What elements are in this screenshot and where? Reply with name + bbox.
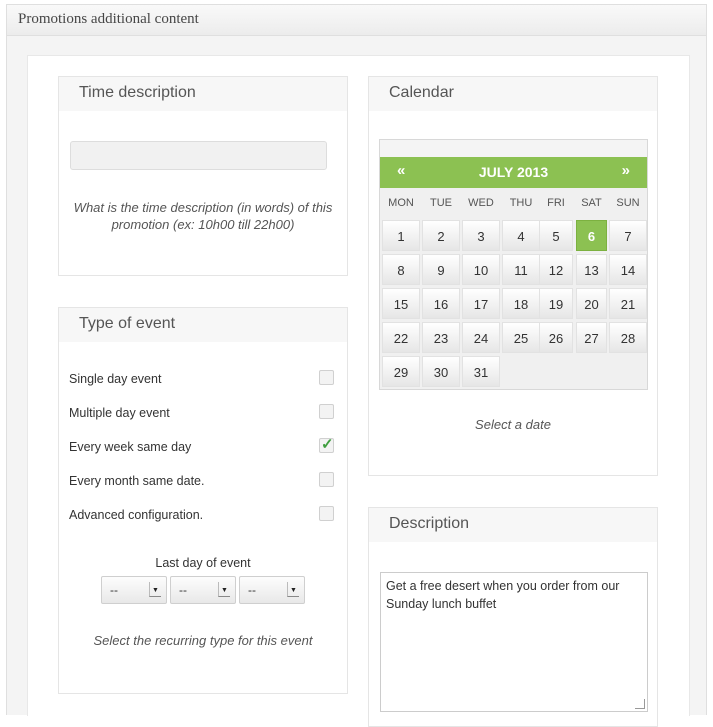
datepicker-month-bar — [380, 157, 647, 188]
datepicker-header-strip — [380, 140, 647, 158]
calendar-day[interactable]: 29 — [382, 356, 420, 387]
checkmark-icon: ✓ — [321, 436, 334, 453]
description-panel — [368, 507, 658, 727]
weekday-label: MON — [388, 197, 414, 209]
calendar-panel — [368, 76, 658, 476]
month-select[interactable]: -- ▼ — [170, 576, 236, 604]
calendar-day[interactable]: 1 — [382, 220, 420, 251]
time-description-input[interactable] — [70, 141, 327, 170]
datepicker — [379, 139, 648, 390]
calendar-day[interactable]: 10 — [462, 254, 500, 285]
event-type-option[interactable] — [69, 404, 337, 424]
time-description-panel — [58, 76, 348, 276]
resize-handle-icon[interactable] — [635, 699, 645, 709]
metabox-content — [27, 55, 690, 716]
description-title: Description — [369, 508, 657, 542]
calendar-day[interactable]: 24 — [462, 322, 500, 353]
event-type-label: Advanced configuration. — [69, 508, 204, 522]
calendar-day[interactable]: 28 — [609, 322, 647, 353]
weekday-label: SAT — [581, 197, 602, 209]
event-type-label: Single day event — [69, 372, 162, 386]
event-type-checkbox[interactable] — [319, 438, 334, 453]
event-type-option[interactable] — [69, 506, 337, 526]
event-type-checkbox[interactable] — [319, 472, 334, 487]
calendar-day[interactable]: 9 — [422, 254, 460, 285]
weekday-label: FRI — [547, 197, 565, 209]
calendar-day[interactable]: 3 — [462, 220, 500, 251]
description-text: Get a free desert when you order from our Sunday lunch buffet — [386, 579, 620, 611]
type-of-event-panel — [58, 307, 348, 694]
event-type-checkbox[interactable] — [319, 370, 334, 385]
calendar-day[interactable]: 19 — [539, 288, 573, 319]
weekday-label: WED — [468, 197, 494, 209]
calendar-day[interactable]: 14 — [609, 254, 647, 285]
calendar-day[interactable]: 20 — [576, 288, 607, 319]
calendar-day[interactable]: 5 — [539, 220, 573, 251]
event-type-label: Every month same date. — [69, 474, 205, 488]
event-type-checkbox[interactable] — [319, 404, 334, 419]
promotions-metabox — [6, 4, 707, 715]
datepicker-month-label: JULY 2013 — [478, 164, 549, 180]
type-of-event-title: Type of event — [59, 308, 347, 342]
event-type-option[interactable] — [69, 472, 337, 492]
calendar-day[interactable]: 8 — [382, 254, 420, 285]
event-type-option[interactable] — [69, 370, 337, 390]
weekday-label: TUE — [430, 197, 452, 209]
calendar-day[interactable]: 7 — [609, 220, 647, 251]
chevron-down-icon: ▼ — [287, 582, 299, 597]
calendar-day[interactable]: 27 — [576, 322, 607, 353]
calendar-day[interactable]: 4 — [502, 220, 540, 251]
event-type-checkbox[interactable] — [319, 506, 334, 521]
weekday-label: THU — [509, 197, 533, 209]
calendar-day[interactable]: 31 — [462, 356, 500, 387]
time-description-help: What is the time description (in words) of this promotion (ex: 10h00 till 22h00) — [73, 200, 333, 232]
calendar-day[interactable]: 6 — [576, 220, 607, 251]
calendar-help: Select a date — [475, 417, 551, 432]
event-type-label: Multiple day event — [69, 406, 170, 420]
last-day-label: Last day of event — [155, 556, 251, 570]
calendar-title: Calendar — [369, 77, 657, 111]
calendar-day[interactable]: 26 — [539, 322, 573, 353]
next-month-button[interactable]: » — [621, 162, 630, 179]
day-select[interactable]: -- ▼ — [101, 576, 167, 604]
calendar-day[interactable]: 15 — [382, 288, 420, 319]
calendar-day[interactable]: 12 — [539, 254, 573, 285]
event-type-option[interactable] — [69, 438, 337, 458]
calendar-day[interactable]: 17 — [462, 288, 500, 319]
description-textarea[interactable] — [380, 572, 648, 712]
calendar-day[interactable]: 2 — [422, 220, 460, 251]
calendar-day[interactable]: 22 — [382, 322, 420, 353]
calendar-day[interactable]: 16 — [422, 288, 460, 319]
time-description-title: Time description — [59, 77, 347, 111]
chevron-down-icon: ▼ — [218, 582, 230, 597]
year-select[interactable]: -- ▼ — [239, 576, 305, 604]
event-type-label: Every week same day — [69, 440, 192, 454]
calendar-day[interactable]: 18 — [502, 288, 540, 319]
type-of-event-help: Select the recurring type for this event — [93, 633, 313, 648]
calendar-day[interactable]: 21 — [609, 288, 647, 319]
prev-month-button[interactable]: « — [397, 162, 406, 179]
weekday-label: SUN — [616, 197, 640, 209]
calendar-day[interactable]: 30 — [422, 356, 460, 387]
calendar-day[interactable]: 25 — [502, 322, 540, 353]
metabox-title: Promotions additional content — [7, 5, 706, 36]
calendar-day[interactable]: 11 — [502, 254, 540, 285]
calendar-day[interactable]: 13 — [576, 254, 607, 285]
calendar-day[interactable]: 23 — [422, 322, 460, 353]
chevron-down-icon: ▼ — [149, 582, 161, 597]
